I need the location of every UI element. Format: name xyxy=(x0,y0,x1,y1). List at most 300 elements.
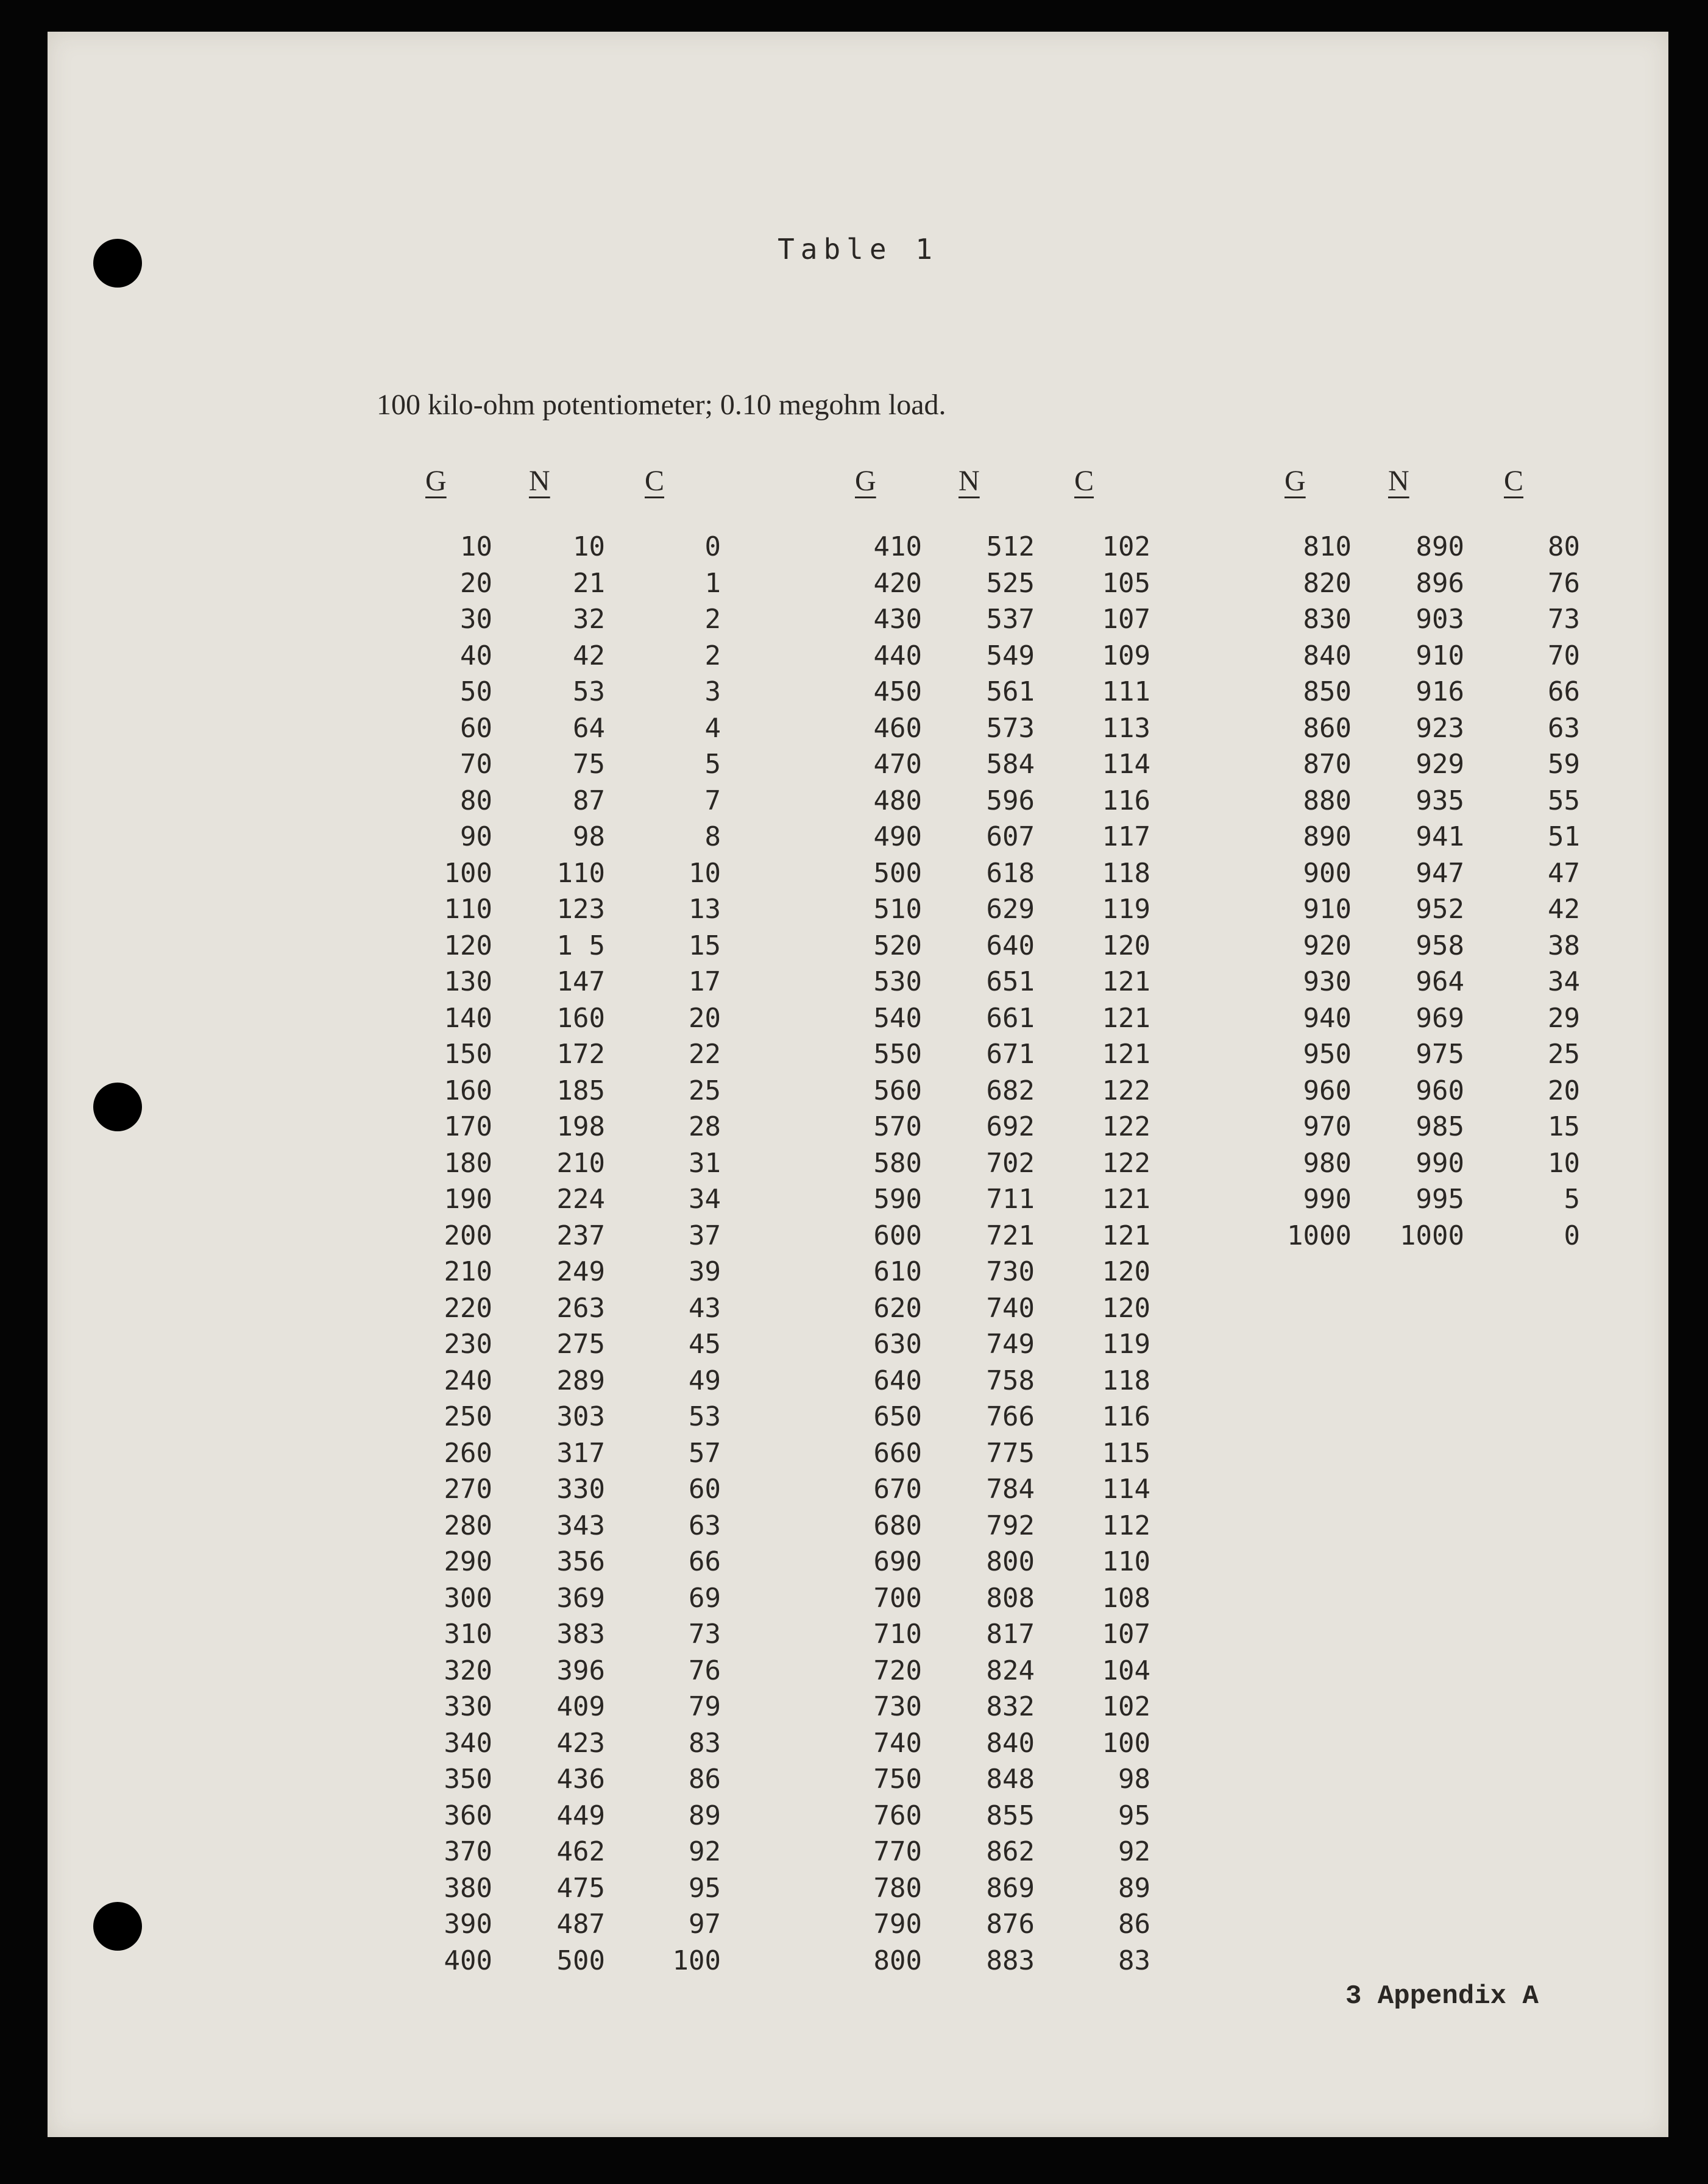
table-row xyxy=(806,1872,1150,1909)
cell-g: 830 xyxy=(1303,604,1352,635)
cell-g: 720 xyxy=(873,1655,922,1686)
cell-c: 119 xyxy=(1102,1329,1150,1360)
cell-c: 100 xyxy=(1102,1727,1150,1759)
table-row xyxy=(1236,531,1580,568)
table-row xyxy=(806,1655,1150,1692)
table-row xyxy=(1236,930,1580,967)
cell-g: 380 xyxy=(444,1872,492,1904)
cell-g: 310 xyxy=(444,1619,492,1650)
table-row xyxy=(1236,1147,1580,1184)
cell-g: 430 xyxy=(873,604,922,635)
cell-n: 210 xyxy=(556,1147,605,1179)
cell-g: 660 xyxy=(873,1437,922,1469)
column-header-g: G xyxy=(855,465,876,497)
cell-c: 121 xyxy=(1102,1220,1150,1251)
cell-c: 55 xyxy=(1548,785,1580,816)
column-header-c: C xyxy=(645,465,665,497)
cell-n: 929 xyxy=(1416,749,1464,780)
cell-g: 610 xyxy=(873,1256,922,1287)
table-row xyxy=(377,1727,721,1764)
cell-c: 7 xyxy=(704,785,721,816)
cell-g: 540 xyxy=(873,1002,922,1034)
table-row xyxy=(806,1945,1150,1982)
cell-c: 25 xyxy=(689,1075,721,1106)
cell-n: 1 5 xyxy=(556,930,605,961)
cell-g: 410 xyxy=(873,531,922,562)
cell-c: 122 xyxy=(1102,1111,1150,1142)
column-header-g: G xyxy=(1285,465,1306,497)
cell-g: 20 xyxy=(460,567,492,599)
cell-g: 250 xyxy=(444,1401,492,1432)
cell-n: 75 xyxy=(573,749,605,780)
cell-n: 237 xyxy=(556,1220,605,1251)
cell-g: 120 xyxy=(444,930,492,961)
cell-n: 500 xyxy=(556,1945,605,1976)
cell-c: 121 xyxy=(1102,1184,1150,1215)
cell-g: 880 xyxy=(1303,785,1352,816)
cell-c: 116 xyxy=(1102,785,1150,816)
cell-g: 550 xyxy=(873,1039,922,1070)
cell-n: 160 xyxy=(556,1002,605,1034)
cell-c: 34 xyxy=(689,1184,721,1215)
cell-c: 49 xyxy=(689,1365,721,1396)
cell-c: 121 xyxy=(1102,1002,1150,1034)
cell-c: 29 xyxy=(1548,1002,1580,1034)
cell-n: 53 xyxy=(573,676,605,707)
cell-n: 42 xyxy=(573,640,605,671)
cell-c: 105 xyxy=(1102,567,1150,599)
cell-g: 670 xyxy=(873,1474,922,1505)
cell-c: 114 xyxy=(1102,749,1150,780)
cell-n: 969 xyxy=(1416,1002,1464,1034)
cell-n: 766 xyxy=(986,1401,1035,1432)
table-row xyxy=(377,1619,721,1655)
table-row xyxy=(806,676,1150,713)
table-row xyxy=(377,1510,721,1547)
cell-g: 680 xyxy=(873,1510,922,1541)
cell-n: 824 xyxy=(986,1655,1035,1686)
cell-n: 740 xyxy=(986,1292,1035,1324)
cell-c: 63 xyxy=(1548,712,1580,744)
table-row xyxy=(377,1111,721,1148)
cell-g: 110 xyxy=(444,894,492,925)
cell-n: 869 xyxy=(986,1872,1035,1904)
cell-c: 22 xyxy=(689,1039,721,1070)
cell-c: 38 xyxy=(1548,930,1580,961)
cell-c: 63 xyxy=(689,1510,721,1541)
table-row xyxy=(1236,640,1580,677)
cell-g: 30 xyxy=(460,604,492,635)
cell-g: 160 xyxy=(444,1075,492,1106)
cell-n: 964 xyxy=(1416,966,1464,997)
cell-c: 47 xyxy=(1548,857,1580,889)
cell-n: 383 xyxy=(556,1619,605,1650)
cell-n: 356 xyxy=(556,1546,605,1577)
table-row xyxy=(806,1039,1150,1075)
table-row xyxy=(1236,1039,1580,1075)
cell-n: 198 xyxy=(556,1111,605,1142)
table-row xyxy=(1236,1111,1580,1148)
cell-c: 117 xyxy=(1102,821,1150,852)
cell-c: 60 xyxy=(689,1474,721,1505)
table-row xyxy=(377,1256,721,1293)
table-row xyxy=(377,1039,721,1075)
cell-c: 116 xyxy=(1102,1401,1150,1432)
cell-n: 369 xyxy=(556,1582,605,1614)
table-row xyxy=(1236,1002,1580,1039)
cell-c: 100 xyxy=(672,1945,721,1976)
cell-n: 910 xyxy=(1416,640,1464,671)
table-row xyxy=(806,640,1150,677)
cell-g: 210 xyxy=(444,1256,492,1287)
cell-g: 530 xyxy=(873,966,922,997)
cell-n: 876 xyxy=(986,1909,1035,1940)
cell-g: 770 xyxy=(873,1836,922,1867)
cell-g: 10 xyxy=(460,531,492,562)
cell-n: 840 xyxy=(986,1727,1035,1759)
cell-c: 114 xyxy=(1102,1474,1150,1505)
cell-c: 0 xyxy=(704,531,721,562)
cell-g: 500 xyxy=(873,857,922,889)
cell-c: 17 xyxy=(689,966,721,997)
cell-g: 890 xyxy=(1303,821,1352,852)
cell-c: 104 xyxy=(1102,1655,1150,1686)
cell-n: 952 xyxy=(1416,894,1464,925)
cell-c: 2 xyxy=(704,604,721,635)
cell-g: 960 xyxy=(1303,1075,1352,1106)
cell-c: 79 xyxy=(689,1691,721,1722)
cell-n: 923 xyxy=(1416,712,1464,744)
table-row xyxy=(377,676,721,713)
table-row xyxy=(377,821,721,858)
cell-g: 360 xyxy=(444,1800,492,1831)
table-row xyxy=(806,930,1150,967)
cell-n: 487 xyxy=(556,1909,605,1940)
cell-g: 180 xyxy=(444,1147,492,1179)
table-row xyxy=(1236,966,1580,1003)
cell-c: 73 xyxy=(1548,604,1580,635)
punch-hole-bottom xyxy=(93,1902,142,1951)
table-panel-1 xyxy=(377,458,721,1981)
cell-c: 59 xyxy=(1548,749,1580,780)
cell-c: 73 xyxy=(689,1619,721,1650)
table-row xyxy=(806,1909,1150,1945)
cell-c: 109 xyxy=(1102,640,1150,671)
table-row xyxy=(806,1002,1150,1039)
cell-n: 671 xyxy=(986,1039,1035,1070)
cell-g: 480 xyxy=(873,785,922,816)
cell-n: 692 xyxy=(986,1111,1035,1142)
cell-g: 460 xyxy=(873,712,922,744)
table-row xyxy=(806,1582,1150,1619)
cell-g: 290 xyxy=(444,1546,492,1577)
table-row xyxy=(377,1220,721,1257)
table-panel-3 xyxy=(1236,458,1580,1256)
cell-g: 790 xyxy=(873,1909,922,1940)
cell-n: 640 xyxy=(986,930,1035,961)
cell-c: 20 xyxy=(1548,1075,1580,1106)
cell-n: 947 xyxy=(1416,857,1464,889)
cell-g: 270 xyxy=(444,1474,492,1505)
cell-c: 112 xyxy=(1102,1510,1150,1541)
table-row xyxy=(1236,821,1580,858)
table-row xyxy=(806,1691,1150,1728)
cell-n: 730 xyxy=(986,1256,1035,1287)
cell-c: 15 xyxy=(1548,1111,1580,1142)
table-row xyxy=(377,1546,721,1583)
cell-g: 730 xyxy=(873,1691,922,1722)
table-row xyxy=(377,1329,721,1365)
cell-g: 50 xyxy=(460,676,492,707)
cell-c: 118 xyxy=(1102,1365,1150,1396)
cell-c: 83 xyxy=(689,1727,721,1759)
punch-hole-middle xyxy=(93,1083,142,1131)
cell-n: 990 xyxy=(1416,1147,1464,1179)
table-row xyxy=(1236,857,1580,894)
cell-n: 110 xyxy=(556,857,605,889)
cell-g: 390 xyxy=(444,1909,492,1940)
cell-n: 941 xyxy=(1416,821,1464,852)
cell-c: 95 xyxy=(689,1872,721,1904)
cell-g: 200 xyxy=(444,1220,492,1251)
cell-n: 343 xyxy=(556,1510,605,1541)
cell-g: 400 xyxy=(444,1945,492,1976)
cell-n: 916 xyxy=(1416,676,1464,707)
cell-c: 53 xyxy=(689,1401,721,1432)
cell-c: 51 xyxy=(1548,821,1580,852)
cell-c: 120 xyxy=(1102,930,1150,961)
cell-g: 280 xyxy=(444,1510,492,1541)
cell-g: 870 xyxy=(1303,749,1352,780)
table-row xyxy=(377,1655,721,1692)
cell-g: 840 xyxy=(1303,640,1352,671)
cell-n: 808 xyxy=(986,1582,1035,1614)
table-row xyxy=(377,1582,721,1619)
cell-n: 775 xyxy=(986,1437,1035,1469)
cell-g: 990 xyxy=(1303,1184,1352,1215)
table-row xyxy=(377,1474,721,1510)
cell-g: 710 xyxy=(873,1619,922,1650)
cell-c: 5 xyxy=(704,749,721,780)
cell-c: 70 xyxy=(1548,640,1580,671)
table-row xyxy=(806,1546,1150,1583)
cell-c: 89 xyxy=(1118,1872,1150,1904)
cell-g: 560 xyxy=(873,1075,922,1106)
table-row xyxy=(806,1111,1150,1148)
column-header-c: C xyxy=(1074,465,1094,497)
cell-c: 89 xyxy=(689,1800,721,1831)
cell-g: 440 xyxy=(873,640,922,671)
cell-n: 409 xyxy=(556,1691,605,1722)
table-row xyxy=(377,1147,721,1184)
table-row xyxy=(806,1184,1150,1220)
column-header-c: C xyxy=(1504,465,1524,497)
table-row xyxy=(377,1691,721,1728)
table-row xyxy=(1236,1075,1580,1112)
cell-c: 122 xyxy=(1102,1147,1150,1179)
cell-g: 700 xyxy=(873,1582,922,1614)
cell-c: 5 xyxy=(1564,1184,1580,1215)
table-title: Table 1 xyxy=(778,233,938,266)
cell-n: 682 xyxy=(986,1075,1035,1106)
cell-c: 25 xyxy=(1548,1039,1580,1070)
cell-c: 102 xyxy=(1102,531,1150,562)
cell-g: 920 xyxy=(1303,930,1352,961)
cell-n: 784 xyxy=(986,1474,1035,1505)
cell-c: 15 xyxy=(689,930,721,961)
cell-n: 792 xyxy=(986,1510,1035,1541)
page-footer: 3 Appendix A xyxy=(1345,1981,1539,2012)
table-row xyxy=(377,1075,721,1112)
cell-n: 749 xyxy=(986,1329,1035,1360)
cell-c: 4 xyxy=(704,712,721,744)
cell-c: 1 xyxy=(704,567,721,599)
table-row xyxy=(377,531,721,568)
cell-g: 620 xyxy=(873,1292,922,1324)
cell-g: 690 xyxy=(873,1546,922,1577)
cell-n: 862 xyxy=(986,1836,1035,1867)
table-row xyxy=(377,1945,721,1982)
cell-n: 596 xyxy=(986,785,1035,816)
table-row xyxy=(377,1437,721,1474)
cell-g: 80 xyxy=(460,785,492,816)
table-row xyxy=(377,712,721,749)
cell-c: 102 xyxy=(1102,1691,1150,1722)
cell-c: 120 xyxy=(1102,1292,1150,1324)
table-row xyxy=(806,1836,1150,1873)
cell-g: 70 xyxy=(460,749,492,780)
cell-g: 650 xyxy=(873,1401,922,1432)
cell-g: 1000 xyxy=(1287,1220,1352,1251)
cell-g: 600 xyxy=(873,1220,922,1251)
table-row xyxy=(377,1365,721,1402)
cell-n: 607 xyxy=(986,821,1035,852)
column-header-g: G xyxy=(425,465,447,497)
cell-n: 537 xyxy=(986,604,1035,635)
cell-g: 330 xyxy=(444,1691,492,1722)
table-caption: 100 kilo-ohm potentiometer; 0.10 megohm load. xyxy=(377,389,946,421)
table-row xyxy=(806,894,1150,930)
table-row xyxy=(806,966,1150,1003)
table-row xyxy=(806,821,1150,858)
cell-g: 590 xyxy=(873,1184,922,1215)
table-row xyxy=(377,1764,721,1800)
table-row xyxy=(806,567,1150,604)
cell-g: 580 xyxy=(873,1147,922,1179)
table-row xyxy=(1236,604,1580,640)
table-row xyxy=(806,1619,1150,1655)
cell-c: 10 xyxy=(1548,1147,1580,1179)
cell-n: 185 xyxy=(556,1075,605,1106)
table-panel-2 xyxy=(806,458,1150,1981)
cell-c: 107 xyxy=(1102,1619,1150,1650)
table-row xyxy=(377,1184,721,1220)
cell-c: 118 xyxy=(1102,857,1150,889)
cell-c: 122 xyxy=(1102,1075,1150,1106)
cell-c: 8 xyxy=(704,821,721,852)
cell-g: 190 xyxy=(444,1184,492,1215)
cell-c: 10 xyxy=(689,857,721,889)
cell-n: 98 xyxy=(573,821,605,852)
column-header-n: N xyxy=(1388,465,1409,497)
cell-c: 121 xyxy=(1102,966,1150,997)
cell-c: 20 xyxy=(689,1002,721,1034)
document-page xyxy=(48,32,1668,2137)
cell-c: 86 xyxy=(689,1764,721,1795)
cell-n: 123 xyxy=(556,894,605,925)
cell-c: 31 xyxy=(689,1147,721,1179)
cell-g: 820 xyxy=(1303,567,1352,599)
cell-c: 113 xyxy=(1102,712,1150,744)
table-row xyxy=(1236,785,1580,822)
cell-g: 60 xyxy=(460,712,492,744)
table-row xyxy=(377,749,721,785)
table-row xyxy=(377,1401,721,1438)
cell-n: 263 xyxy=(556,1292,605,1324)
table-row xyxy=(806,604,1150,640)
cell-g: 100 xyxy=(444,857,492,889)
cell-c: 39 xyxy=(689,1256,721,1287)
cell-g: 850 xyxy=(1303,676,1352,707)
table-row xyxy=(1236,567,1580,604)
cell-g: 760 xyxy=(873,1800,922,1831)
table-row xyxy=(1236,1220,1580,1257)
cell-n: 958 xyxy=(1416,930,1464,961)
column-header-row xyxy=(377,458,718,531)
cell-g: 140 xyxy=(444,1002,492,1034)
cell-g: 300 xyxy=(444,1582,492,1614)
cell-n: 890 xyxy=(1416,531,1464,562)
cell-g: 170 xyxy=(444,1111,492,1142)
cell-c: 34 xyxy=(1548,966,1580,997)
table-row xyxy=(806,1474,1150,1510)
table-row xyxy=(806,1256,1150,1293)
cell-n: 249 xyxy=(556,1256,605,1287)
table-row xyxy=(377,1800,721,1837)
table-row xyxy=(377,1909,721,1945)
cell-c: 120 xyxy=(1102,1256,1150,1287)
cell-c: 2 xyxy=(704,640,721,671)
table-row xyxy=(377,567,721,604)
table-row xyxy=(806,785,1150,822)
cell-g: 800 xyxy=(873,1945,922,1976)
cell-c: 76 xyxy=(1548,567,1580,599)
cell-c: 43 xyxy=(689,1292,721,1324)
cell-n: 629 xyxy=(986,894,1035,925)
table-row xyxy=(806,1800,1150,1837)
cell-g: 860 xyxy=(1303,712,1352,744)
cell-c: 92 xyxy=(689,1836,721,1867)
column-header-row xyxy=(1236,458,1577,531)
cell-c: 111 xyxy=(1102,676,1150,707)
table-row xyxy=(377,894,721,930)
cell-n: 512 xyxy=(986,531,1035,562)
cell-g: 750 xyxy=(873,1764,922,1795)
table-row xyxy=(377,1002,721,1039)
cell-g: 90 xyxy=(460,821,492,852)
cell-g: 260 xyxy=(444,1437,492,1469)
cell-n: 275 xyxy=(556,1329,605,1360)
cell-g: 230 xyxy=(444,1329,492,1360)
table-row xyxy=(377,857,721,894)
cell-n: 21 xyxy=(573,567,605,599)
cell-g: 450 xyxy=(873,676,922,707)
column-header-n: N xyxy=(959,465,980,497)
cell-c: 110 xyxy=(1102,1546,1150,1577)
cell-n: 896 xyxy=(1416,567,1464,599)
cell-g: 420 xyxy=(873,567,922,599)
cell-g: 810 xyxy=(1303,531,1352,562)
